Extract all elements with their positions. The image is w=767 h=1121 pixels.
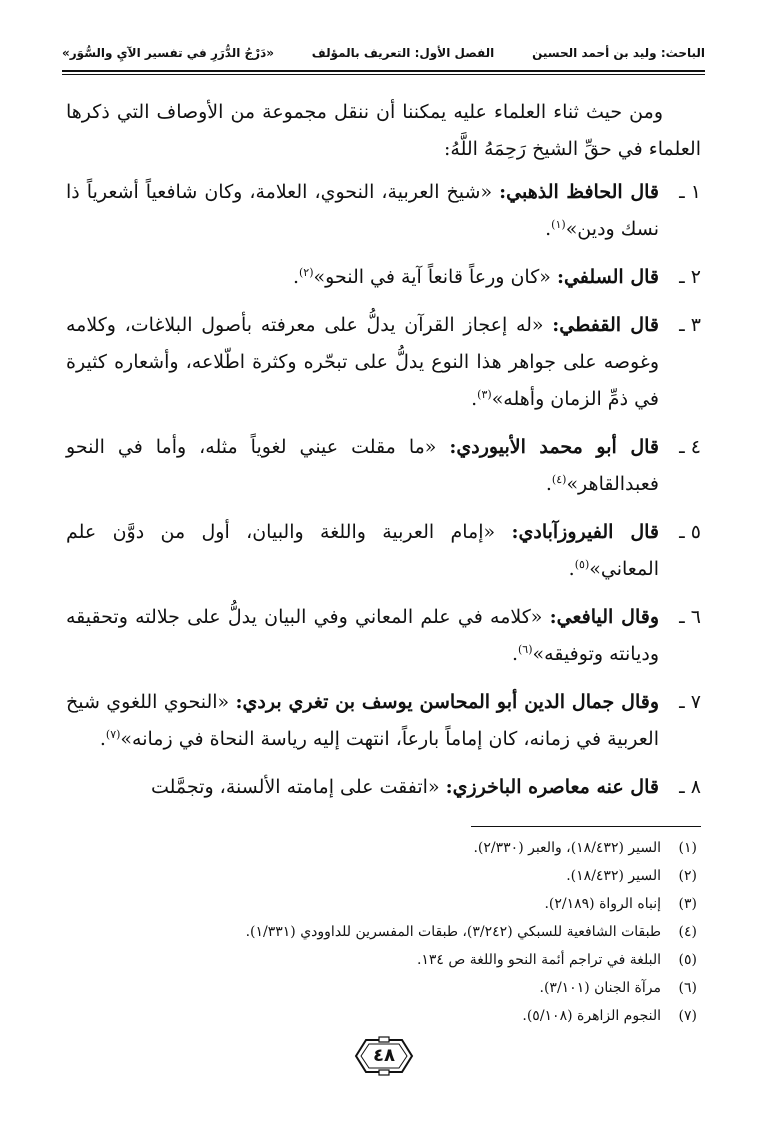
footnote-ref[interactable]: (٣)	[477, 388, 492, 401]
quote-text: «كان ورعاً قانعاً آية في النحو»	[313, 266, 557, 288]
scholar-name: قال الفيروزآبادي:	[511, 521, 660, 543]
item-number: ١ ـ	[679, 181, 701, 203]
intro-paragraph: ومن حيث ثناء العلماء عليه يمكننا أن ننقل مجموعة من الأوصاف التي ذكرها العلماء في حقِّ الشيخ رَحِمَهُ اللَّهُ:	[66, 101, 701, 160]
footnote-text: السير (١٨/٤٣٢)، والعبر (٢/٣٣٠).	[473, 840, 661, 856]
quote-text: «كلامه في علم المعاني وفي البيان يدلُّ على جلالته وتحقيقه وديانته وتوفيقه»	[66, 606, 659, 665]
footnote-divider	[471, 826, 701, 827]
item-number: ٧ ـ	[679, 691, 701, 713]
item-number: ٥ ـ	[679, 521, 701, 543]
footnote-number: (٧)	[678, 1008, 697, 1024]
item-number: ٢ ـ	[679, 266, 701, 288]
footnote-number: (٦)	[678, 980, 697, 996]
footnote-number: (٤)	[678, 924, 697, 940]
item-number: ٤ ـ	[679, 436, 701, 458]
footnote-ref[interactable]: (١)	[551, 218, 566, 231]
footnote	[66, 1002, 697, 1030]
main-text	[66, 94, 701, 817]
footnote-text: النجوم الزاهرة (٥/١٠٨).	[522, 1008, 661, 1024]
footnote-ref[interactable]: (٦)	[518, 643, 533, 656]
scholar-name: قال عنه معاصره الباخرزي:	[445, 776, 659, 798]
footnote-number: (٣)	[678, 896, 697, 912]
header-chapter: الفصل الأول: التعريف بالمؤلف	[311, 46, 495, 60]
header-author: الباحث: وليد بن أحمد الحسين	[532, 46, 705, 60]
footnote-text: مرآة الجنان (٣/١٠١).	[539, 980, 661, 996]
footnote-ref[interactable]: (٢)	[299, 266, 314, 279]
item-number: ٨ ـ	[679, 776, 701, 798]
footnote-text: السير (١٨/٤٣٢).	[566, 868, 661, 884]
footnote	[66, 918, 697, 946]
footnote	[66, 946, 697, 974]
item-number: ٦ ـ	[679, 606, 701, 628]
quote-text: «إمام العربية واللغة والبيان، أول من دوَّن علم المعاني»	[66, 521, 659, 580]
quote-item-5: ٥ ـ قال الفيروزآبادي: «إمام العربية واللغة والبيان، أول من دوَّن علم المعاني»$^{(٥)}$.	[66, 514, 701, 588]
quote-text: «اتفقت على إمامته الألسنة، وتجمَّلت	[150, 776, 446, 798]
header-book-title: «دَرْجُ الدُّرَرِ في تفسير الآيِ والسُّوَر»	[62, 46, 274, 60]
footnote	[66, 974, 697, 1002]
footnote-number: (٥)	[678, 952, 697, 968]
quote-text: «النحوي اللغوي شيخ العربية في زمانه، كان إماماً بارعاً، انتهت إليه رياسة النحاة في زمانه»	[66, 691, 659, 750]
page-number: ٤٨	[373, 1045, 395, 1066]
running-header	[62, 40, 705, 66]
footnote	[66, 834, 697, 862]
quote-text: «له إعجاز القرآن يدلُّ على معرفته بأصول البلاغات، وكلامه وغوصه على جواهر هذا النوع يدلُّ على تبحّره وكثرة اطّلاعه، وأشعاره كثيرة في ذمِّ الزمان وأهله»	[66, 314, 659, 410]
scholar-name: قال السلفي:	[556, 266, 659, 288]
item-number: ٣ ـ	[679, 314, 701, 336]
scholar-name: قال أبو محمد الأبيوردي:	[449, 436, 660, 458]
quote-item-1: ١ ـ قال الحافظ الذهبي: «شيخ العربية، النحوي، العلامة، وكان شافعياً أشعرياً ذا نسك ودين»$^{(١)}$.	[66, 174, 701, 248]
page-number-ornament	[352, 1036, 416, 1076]
quote-item-8	[66, 769, 701, 806]
footnote-ref[interactable]: (٧)	[105, 728, 121, 741]
footnote-ref[interactable]: (٥)	[574, 558, 590, 571]
header-divider	[62, 70, 705, 72]
quote-item-4: ٤ ـ قال أبو محمد الأبيوردي: «ما مقلت عيني لغوياً مثله، وأما في النحو فعبدالقاهر»$^{(٤)}$.	[66, 429, 701, 503]
quote-text: «شيخ العربية، النحوي، العلامة، وكان شافعياً أشعرياً ذا نسك ودين»	[66, 181, 659, 240]
quote-item-7: ٧ ـ وقال جمال الدين أبو المحاسن يوسف بن تغري بردي: «النحوي اللغوي شيخ العربية في زمانه، كان إماماً بارعاً، انتهت إليه رياسة النحاة في زمانه»$^{(٧)}$.	[66, 684, 701, 758]
footnote	[66, 862, 697, 890]
quote-item-3: ٣ ـ قال القفطي: «له إعجاز القرآن يدلُّ على معرفته بأصول البلاغات، وكلامه وغوصه على جواهر هذا النوع يدلُّ على تبحّره وكثرة اطّلاعه، وأشعاره كثيرة في ذمِّ الزمان وأهله»$^{(٣)}$.	[66, 307, 701, 418]
quote-item-2: ٢ ـ قال السلفي: «كان ورعاً قانعاً آية في النحو»$^{(٢)}$.	[66, 259, 701, 296]
header-divider-thin	[62, 74, 705, 75]
scholar-name: وقال اليافعي:	[549, 606, 659, 628]
footnote-ref[interactable]: (٤)	[551, 473, 567, 486]
quote-text: «ما مقلت عيني لغوياً مثله، وأما في النحو فعبدالقاهر»	[66, 436, 659, 495]
footnote-text: البلغة في تراجم أئمة النحو واللغة ص ١٣٤.	[416, 952, 661, 968]
footnote-text: طبقات الشافعية للسبكي (٣/٢٤٢)، طبقات المفسرين للداوودي (١/٣٣١).	[245, 924, 661, 940]
scholar-name: قال الحافظ الذهبي:	[499, 181, 659, 203]
scholar-name: قال القفطي:	[552, 314, 659, 336]
footnote-number: (١)	[678, 840, 697, 856]
scholar-name: وقال جمال الدين أبو المحاسن يوسف بن تغري بردي:	[235, 691, 659, 713]
quote-item-6: ٦ ـ وقال اليافعي: «كلامه في علم المعاني وفي البيان يدلُّ على جلالته وتحقيقه وديانته وتوفيقه»$^{(٦)}$.	[66, 599, 701, 673]
footnotes-list	[66, 834, 697, 1030]
footnote	[66, 890, 697, 918]
footnote-number: (٢)	[678, 868, 697, 884]
footnote-text: إنباه الرواة (٢/١٨٩).	[544, 896, 661, 912]
